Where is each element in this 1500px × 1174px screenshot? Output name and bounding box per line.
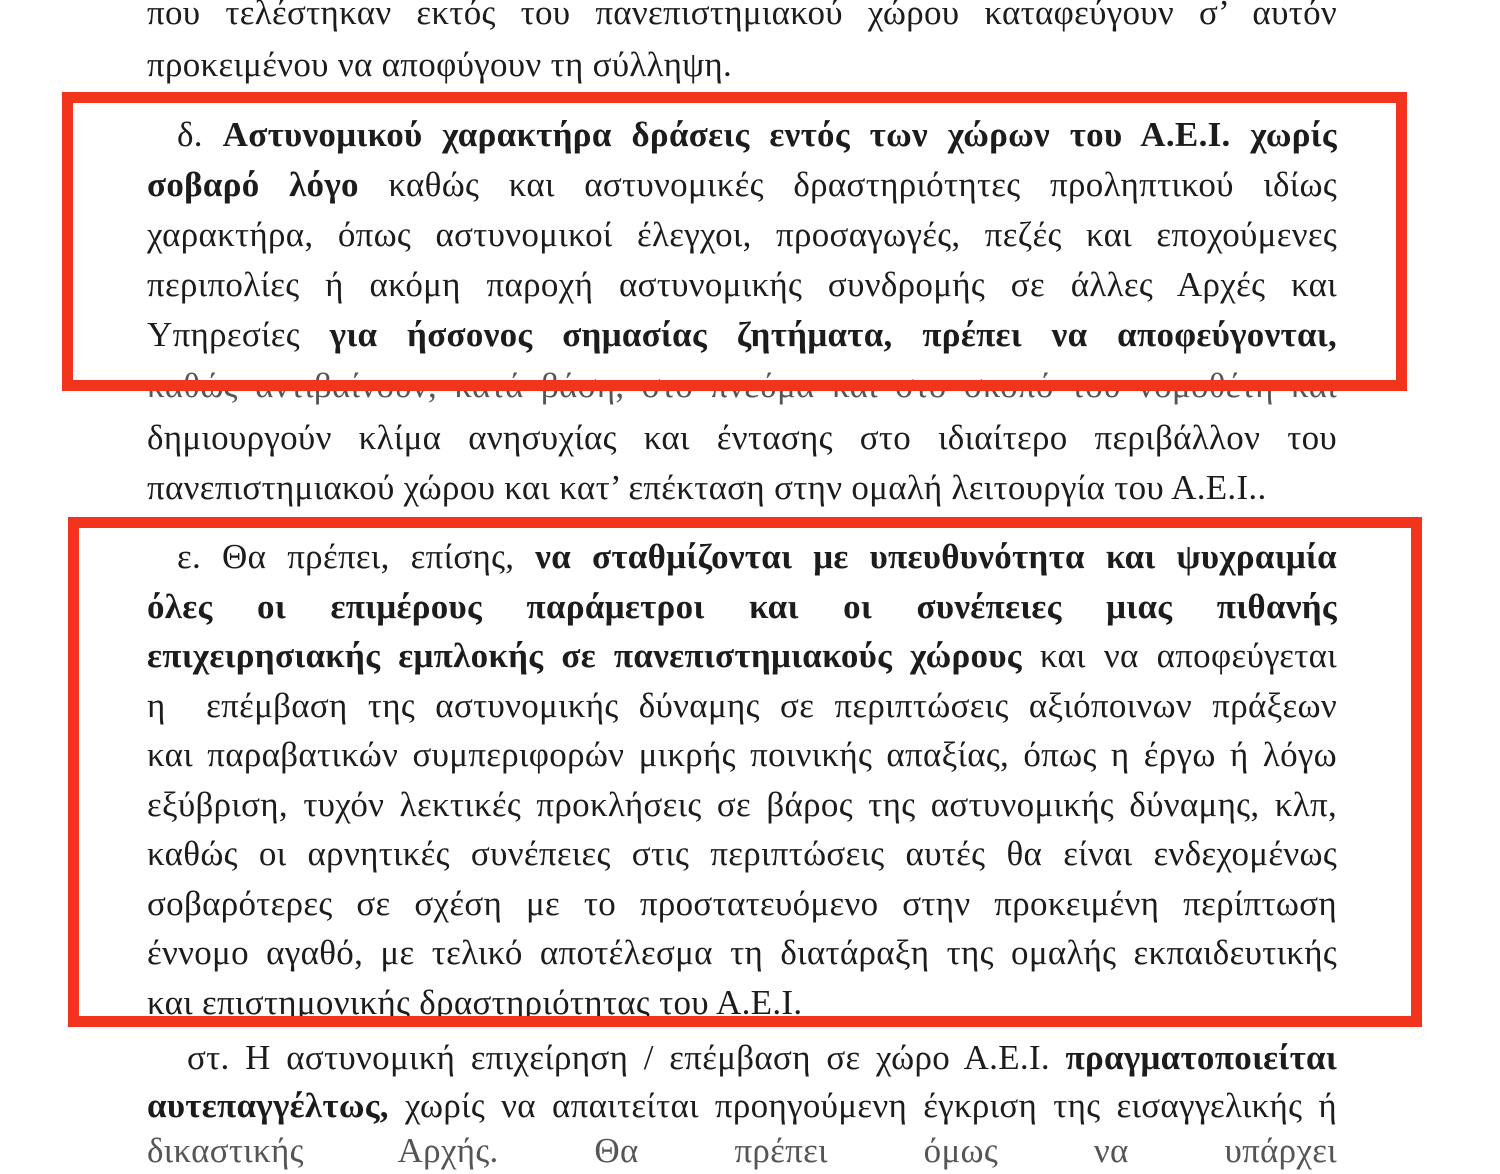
text-segment: δ. (177, 115, 223, 154)
bold-text-segment: για ήσσονος σημασίας ζητήματα, πρέπει να αποφεύγονται, (329, 315, 1337, 354)
text-segment: και παραβατικών συμπεριφορών μικρής ποινικής απαξίας, όπως η έργω ή λόγω (147, 735, 1337, 774)
text-segment: η επέμβαση της αστυνομικής δύναμης σε περιπτώσεις αξιόποινων πράξεων (147, 685, 1337, 725)
text-line-partially-obscured: καθώς αντιβαίνουν, κατά βάση, στο πνεύμα και στο σκοπό του νομοθέτη και (147, 366, 1337, 405)
text-line: προκειμένου να αποφύγουν τη σύλληψη. (147, 45, 733, 84)
text-line: δημιουργούν κλίμα ανησυχίας και έντασης στο ιδιαίτερο περιβάλλον του (147, 418, 1337, 457)
text-line: πανεπιστημιακού χώρου και κατ’ επέκταση στην ομαλή λειτουργία του Α.Ε.Ι.. (147, 468, 1267, 507)
text-segment: χωρίς να απαιτείται προηγούμενη έγκριση της εισαγγελικής ή (388, 1086, 1337, 1125)
text-line (147, 683, 1337, 729)
text-line (147, 312, 1337, 358)
bold-text-segment: όλες οι επιμέρους παράμετροι και οι συνέπειες μιας πιθανής (147, 586, 1337, 626)
text-segment: καθώς και αστυνομικές δραστηριότητες προληπτικού ιδίως (358, 165, 1337, 204)
bold-text-segment: πραγματοποιείται (1065, 1038, 1337, 1077)
bold-text-segment: Αστυνομικού χαρακτήρα δράσεις εντός των χώρων του Α.Ε.Ι. χωρίς (222, 115, 1337, 154)
bold-text-segment: επιχειρησιακής εμπλοκής σε πανεπιστημιακούς χώρους (147, 636, 1022, 675)
text-line (147, 980, 1337, 1026)
text-segment: εξύβριση, τυχόν λεκτικές προκλήσεις σε βάρος της αστυνομικής δύναμης, κλπ, (147, 784, 1337, 824)
text-line (147, 1083, 1337, 1129)
text-segment: καθώς οι αρνητικές συνέπειες στις περιπτώσεις αυτές θα είναι ενδεχομένως (147, 834, 1337, 873)
text-line (187, 1035, 1337, 1081)
text-line (147, 930, 1337, 976)
text-segment: έννομο αγαθό, με τελικό αποτέλεσμα τη διατάραξη της ομαλής εκπαιδευτικής (147, 933, 1337, 972)
text-line (177, 112, 1337, 158)
bold-text-segment: σοβαρό λόγο (147, 165, 359, 204)
text-line (147, 162, 1337, 208)
text-line (147, 732, 1337, 778)
text-segment: περιπολίες ή ακόμη παροχή αστυνομικής συνδρομής σε άλλες Αρχές και (147, 265, 1337, 304)
text-segment: ε. Θα πρέπει, επίσης, (177, 537, 536, 576)
bold-text-segment: αυτεπαγγέλτως, (147, 1086, 389, 1125)
text-segment: χαρακτήρα, όπως αστυνομικοί έλεγχοι, προσαγωγές, πεζές και εποχούμενες (147, 215, 1337, 254)
text-line (147, 831, 1337, 877)
text-line (147, 633, 1337, 679)
text-segment: και να αποφεύγεται (1021, 636, 1337, 675)
text-line (147, 262, 1337, 308)
box-bottom-edge (62, 380, 1407, 390)
text-line (147, 782, 1337, 828)
text-line (147, 212, 1337, 258)
text-line (147, 584, 1337, 630)
bold-text-segment: να σταθμίζονται με υπευθυνότητα και ψυχραιμία (535, 537, 1337, 576)
text-line-cut-off: δικαστικής Αρχής. Θα πρέπει όμως να υπάρχει (147, 1131, 1337, 1170)
text-segment: στ. Η αστυνομική επιχείρηση / επέμβαση σε χώρο Α.Ε.Ι. (187, 1038, 1066, 1077)
text-line (177, 534, 1337, 580)
text-segment: Υπηρεσίες (147, 315, 330, 354)
text-segment: και επιστημονικής δραστηριότητας του Α.Ε.Ι. (147, 982, 803, 1022)
text-segment: σοβαρότερες σε σχέση με το προστατευόμενο στην προκειμένη περίπτωση (147, 883, 1337, 923)
text-line (147, 881, 1337, 927)
text-line: που τελέστηκαν εκτός του πανεπιστημιακού χώρου καταφεύγουν σ’ αυτόν (147, 0, 1337, 32)
